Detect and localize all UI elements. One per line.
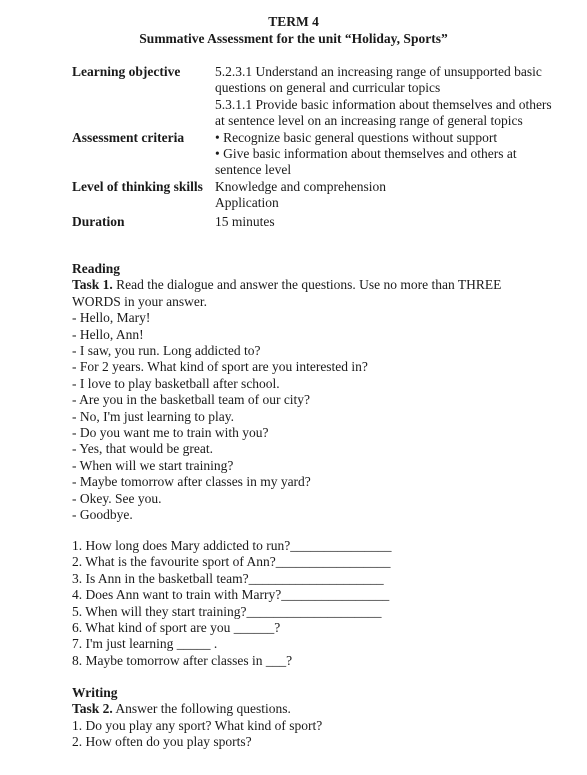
dialogue-line: - Okey. See you. <box>72 490 162 506</box>
term-heading: TERM 4 <box>268 14 319 29</box>
task1-text: Read the dialogue and answer the questions. Use no more than THREE WORDS in your answer. <box>72 277 502 309</box>
dialogue-line: - Yes, that would be great. <box>72 441 213 457</box>
dialogue-line: - I saw, you run. Long addicted to? <box>72 343 261 359</box>
objective-line: 5.3.1.1 Provide basic information about themselves and others at sentence level on an increasing range of general topics <box>215 96 552 129</box>
criteria-line: • Give basic information about themselves and others at sentence level <box>215 146 517 178</box>
thinking-row <box>72 179 552 212</box>
objective-value <box>215 64 552 130</box>
reading-section <box>72 261 552 524</box>
criteria-value <box>215 130 552 179</box>
duration-row <box>72 214 552 230</box>
reading-questions <box>72 538 552 669</box>
dialogue-line: - For 2 years. What kind of sport are you interested in? <box>72 359 368 375</box>
writing-section <box>72 685 552 751</box>
dialogue-line: - Do you want me to train with you? <box>72 425 269 441</box>
objective-line: 5.2.3.1 Understand an increasing range of unsupported basic questions on general and curricular topics <box>215 64 542 96</box>
question-item: 8. Maybe tomorrow after classes in ___? <box>72 652 293 668</box>
task2-text: Answer the following questions. <box>112 701 291 717</box>
question-item: 5. When will they start training?____________________ <box>72 603 382 619</box>
task1-label: Task 1. <box>72 277 113 293</box>
writing-heading: Writing <box>72 685 118 700</box>
dialogue-line: - Maybe tomorrow after classes in my yard? <box>72 474 311 490</box>
task1-instructions <box>72 277 542 310</box>
dialogue-line: - No, I'm just learning to play. <box>72 408 235 424</box>
question-item: 3. Is Ann in the basketball team?____________________ <box>72 570 384 586</box>
writing-question: 1. Do you play any sport? What kind of sport? <box>72 717 323 733</box>
objective-label: Learning objective <box>72 64 181 79</box>
dialogue-line: - Hello, Ann! <box>72 326 144 342</box>
task2-instructions <box>72 701 552 717</box>
writing-question: 2. How often do you play sports? <box>72 734 252 750</box>
reading-heading: Reading <box>72 261 121 276</box>
dialogue-line: - When will we start training? <box>72 457 234 473</box>
question-item: 2. What is the favourite sport of Ann?_________________ <box>72 554 391 570</box>
thinking-line: Knowledge and comprehension <box>215 178 386 194</box>
question-item: 7. I'm just learning _____ . <box>72 636 218 652</box>
dialogue-line: - Are you in the basketball team of our city? <box>72 392 311 408</box>
question-item: 4. Does Ann want to train with Marry?________________ <box>72 587 390 603</box>
criteria-label: Assessment criteria <box>72 129 185 145</box>
dialogue <box>72 310 552 523</box>
duration-value: 15 minutes <box>215 213 275 229</box>
thinking-line: Application <box>215 195 279 211</box>
info-table <box>72 64 552 230</box>
task2-label: Task 2. <box>72 701 113 717</box>
criteria-line: • Recognize basic general questions without support <box>215 129 498 145</box>
dialogue-line: - I love to play basketball after school. <box>72 375 280 391</box>
dialogue-line: - Hello, Mary! <box>72 310 151 326</box>
duration-label: Duration <box>72 213 125 229</box>
question-item: 6. What kind of sport are you ______? <box>72 620 281 636</box>
thinking-label: Level of thinking skills <box>72 178 203 194</box>
thinking-value <box>215 179 552 212</box>
objective-row <box>72 64 552 130</box>
question-item: 1. How long does Mary addicted to run?_______________ <box>72 538 392 553</box>
dialogue-line: - Goodbye. <box>72 507 133 523</box>
assessment-title: Summative Assessment for the unit “Holiday, Sports” <box>139 31 448 46</box>
criteria-row <box>72 130 552 179</box>
